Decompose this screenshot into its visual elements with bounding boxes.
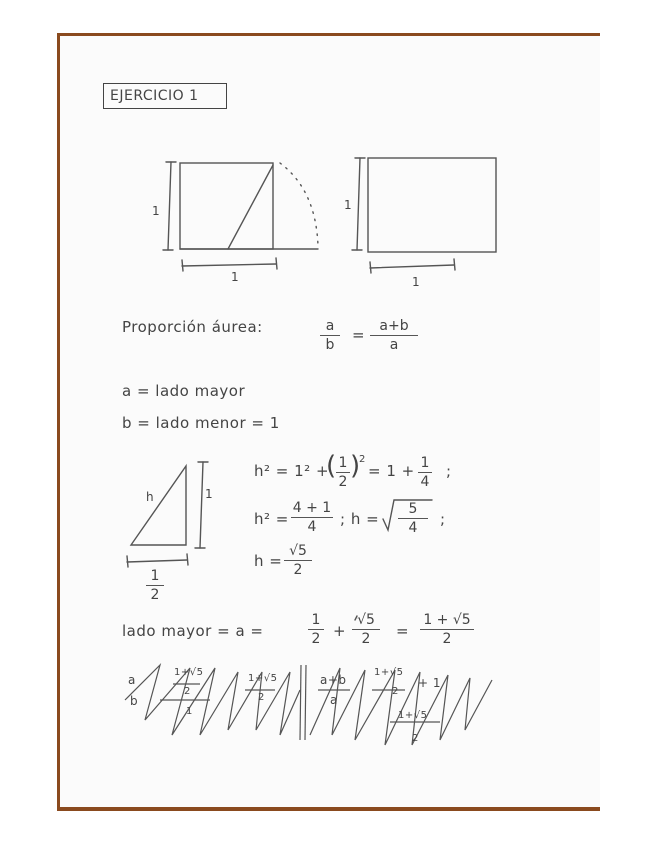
- crossed-a: a: [128, 673, 136, 687]
- eq1-lhs: h² = 1² +: [254, 462, 330, 480]
- lado-mayor-f2-den: 2: [361, 631, 371, 647]
- eq1-paren-num: 1: [338, 455, 348, 471]
- triangle-base-bracket: [127, 560, 187, 562]
- eq3-frac-den: 2: [293, 562, 303, 578]
- eq1-mid: = 1 +: [368, 462, 415, 480]
- diagonal-line: [228, 165, 273, 249]
- eq2-root-num: 5: [408, 501, 418, 517]
- crossed-d1b: 1: [186, 706, 193, 717]
- eq1-fraction: [418, 455, 432, 490]
- crossed-n3: 1+√5: [374, 667, 404, 678]
- crossed-n2: 1+√5: [248, 673, 278, 684]
- lado-mayor-f1-den: 2: [311, 631, 321, 647]
- triangle-base-num: 1: [150, 568, 160, 584]
- square-figure-1: [180, 163, 273, 249]
- golden-equals: =: [352, 326, 366, 344]
- crossed-plus1: + 1: [418, 676, 442, 690]
- width-bracket-1: [182, 264, 276, 266]
- eq1-paren-open: (: [326, 451, 337, 481]
- golden-rhs-num: a+b: [379, 318, 409, 334]
- lado-mayor-f1-num: 1: [311, 612, 321, 628]
- eq1-paren-fraction: [336, 455, 350, 490]
- eq2-end: ;: [440, 510, 446, 528]
- crossed-d2: 2: [258, 692, 265, 703]
- lado-mayor-text: lado mayor = a =: [122, 622, 264, 640]
- lado-mayor-plus: +: [333, 622, 347, 640]
- eq2-mid: ; h =: [340, 510, 380, 528]
- height-bracket-1: [168, 162, 171, 250]
- eq1-frac-den: 4: [420, 474, 430, 490]
- definition-a: a = lado mayor: [122, 382, 246, 400]
- triangle-height-bracket: [200, 462, 203, 548]
- lado-mayor-f1: [308, 612, 324, 647]
- lado-mayor-f3-den: 2: [442, 631, 452, 647]
- crossed-ad: a: [330, 693, 338, 707]
- golden-lhs-num: a: [325, 318, 335, 334]
- crossed-d4: 2: [412, 733, 419, 744]
- lado-mayor-f3: [420, 612, 474, 647]
- crossed-d1: 2: [184, 686, 191, 697]
- crossed-ab: a+b: [320, 673, 347, 687]
- eq2-frac-num: 4 + 1: [292, 500, 332, 516]
- lado-mayor-f2: [352, 612, 380, 647]
- eq2-root-fraction: [398, 501, 428, 536]
- triangle-base-fraction: [146, 568, 164, 603]
- definition-b: b = lado menor = 1: [122, 414, 280, 432]
- eq1-end: ;: [446, 462, 452, 480]
- crossed-b: b: [130, 694, 139, 708]
- eq2-frac-den: 4: [307, 519, 317, 535]
- eq1-paren-den: 2: [338, 474, 348, 490]
- golden-ratio-label: Proporción áurea:: [122, 318, 263, 336]
- triangle-side-label: 1: [205, 487, 214, 501]
- eq1-square: 2: [359, 454, 366, 465]
- width-bracket-2: [370, 265, 454, 268]
- golden-rhs-fraction: [370, 318, 418, 353]
- figure1-bottom-label: 1: [231, 270, 240, 284]
- figure1-side-label: 1: [152, 204, 161, 218]
- eq2-lhs: h² =: [254, 510, 289, 528]
- triangle-base-den: 2: [150, 587, 160, 603]
- right-triangle: [131, 466, 186, 545]
- triangle-hyp-label: h: [146, 490, 155, 504]
- eq2-fraction: [291, 500, 333, 535]
- lado-mayor-eq: =: [396, 622, 410, 640]
- exercise-title: EJERCICIO 1: [103, 83, 227, 109]
- golden-lhs-den: b: [325, 337, 335, 353]
- rectangle-figure-2: [368, 158, 496, 252]
- figure2-side-label: 1: [344, 198, 353, 212]
- eq2-root-den: 4: [408, 520, 418, 536]
- lado-mayor-f2-num: √5: [357, 612, 375, 628]
- crossed-n1: 1+√5: [174, 667, 204, 678]
- crossed-d3: 2: [392, 686, 399, 697]
- eq3-lhs: h =: [254, 552, 283, 570]
- dotted-arc: [280, 163, 318, 246]
- eq1-frac-num: 1: [420, 455, 430, 471]
- figure2-bottom-label: 1: [412, 275, 421, 289]
- height-bracket-2: [357, 158, 360, 250]
- eq3-frac-num: √5: [289, 543, 307, 559]
- crossed-n4: 1+√5: [398, 710, 428, 721]
- eq3-fraction: [284, 543, 312, 578]
- golden-rhs-den: a: [389, 337, 399, 353]
- eq1-paren-close: ): [350, 451, 361, 481]
- lado-mayor-f3-num: 1 + √5: [423, 612, 471, 628]
- golden-lhs-fraction: [320, 318, 340, 353]
